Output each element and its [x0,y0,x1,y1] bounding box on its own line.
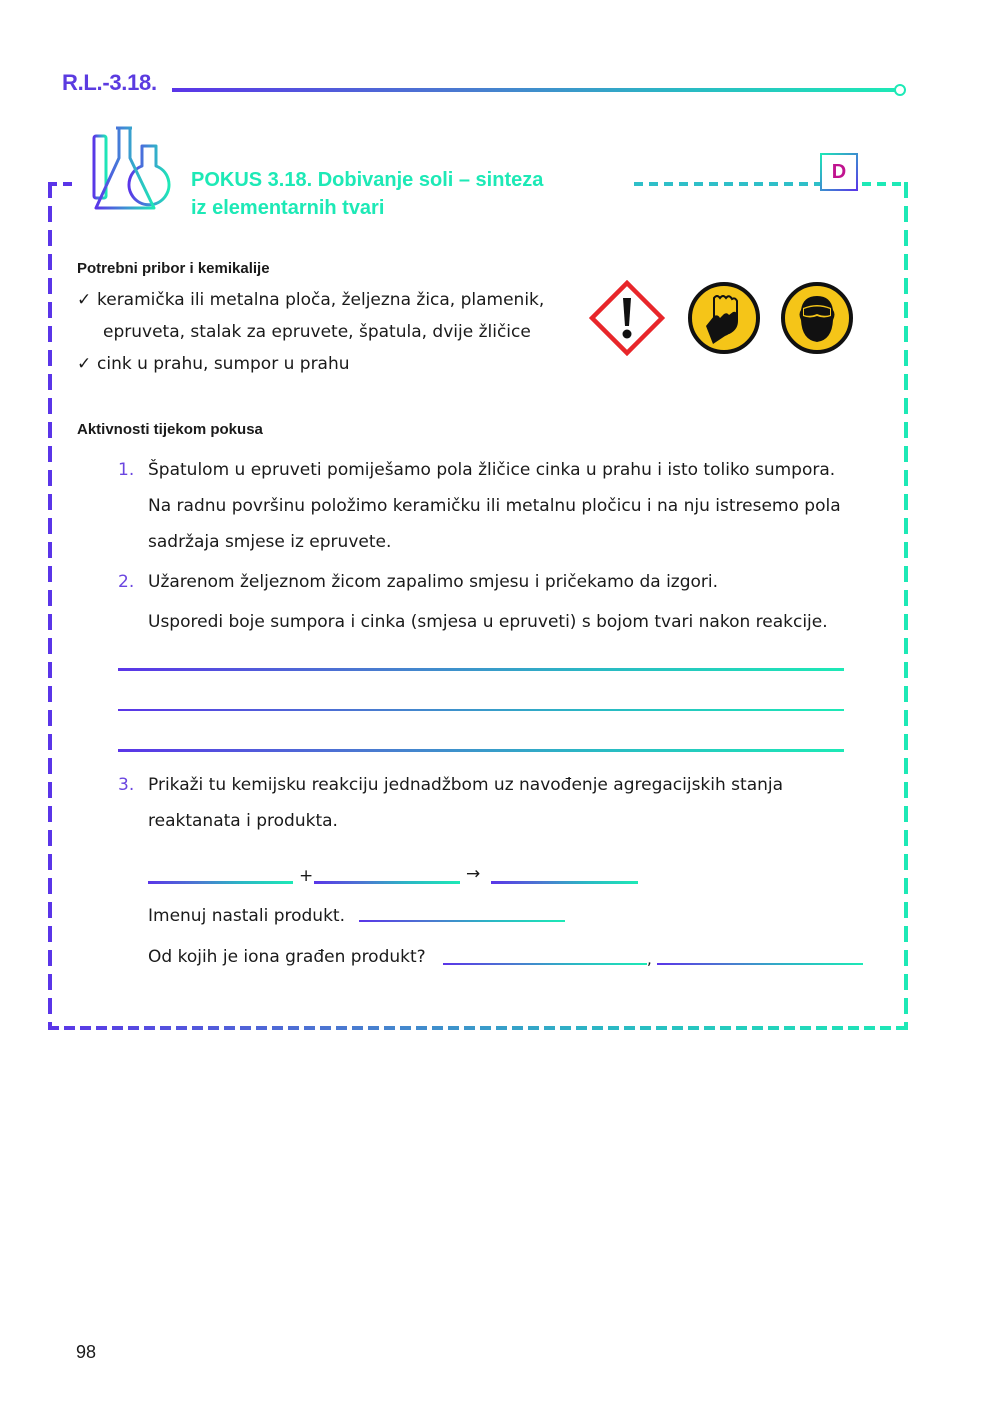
step-text: Špatulom u epruveti pomiješamo pola žličice cinka u prahu i isto toliko sumpora. [148,460,836,480]
lab-flasks-icon [86,124,178,216]
frame-border-right [904,182,908,1030]
checkmark-icon: ✓ [77,290,92,310]
experiment-title-line-2: iz elementarnih tvari [191,197,385,219]
ions-separator: , [647,950,652,968]
frame-border-left [48,182,52,1030]
step-1-line-2: Na radnu površinu položimo keramičku ili metalnu pločicu i na nju istresemo pola [148,496,841,516]
plus-sign: + [299,866,314,886]
difficulty-level-badge: D [820,153,858,191]
header-rule-end-dot [894,84,906,96]
ion-2-blank[interactable] [657,963,863,965]
answer-line[interactable] [118,749,844,752]
materials-item-1 [77,290,544,310]
materials-item-2-line-1: cink u prahu, sumpor u prahu [97,354,350,374]
answer-line[interactable] [118,668,844,671]
frame-border-top-left [48,182,78,186]
step-3-line-2: reaktanata i produkta. [148,811,338,831]
step-2-line-2: Usporedi boje sumpora i cinka (smjesa u epruveti) s bojom tvari nakon reakcije. [148,612,828,632]
materials-item-1-line-2: epruveta, stalak za epruvete, špatula, dvije žličice [103,322,531,342]
step-3-line-1 [118,775,783,795]
safety-goggles-icon [779,280,855,356]
equation-reactant-2-blank[interactable] [314,881,460,884]
step-1-line-3: sadržaja smjese iz epruvete. [148,532,392,552]
protective-gloves-icon [686,280,762,356]
exclamation-hazard-icon [589,280,665,356]
answer-line[interactable] [118,709,844,711]
reaction-arrow: → [466,864,481,884]
question-product-name: Imenuj nastali produkt. [148,906,345,926]
activities-heading: Aktivnosti tijekom pokusa [77,421,263,438]
header-rule [172,88,897,92]
step-number: 1. [118,460,135,480]
step-text: Užarenom željeznom žicom zapalimo smjesu i pričekamo da izgori. [148,572,719,592]
checkmark-icon: ✓ [77,354,92,374]
experiment-title [191,166,611,222]
exercise-code: R.L.-3.18. [62,70,157,95]
frame-border-top-corner [862,182,908,186]
step-number: 2. [118,572,135,592]
experiment-title-line-1: POKUS 3.18. Dobivanje soli – sinteza [191,169,544,191]
frame-border-bottom [48,1026,908,1030]
product-name-blank[interactable] [359,920,565,922]
equation-product-blank[interactable] [491,881,638,884]
ion-1-blank[interactable] [443,963,647,965]
page-number: 98 [76,1342,97,1362]
materials-heading: Potrebni pribor i kemikalije [77,260,270,277]
step-number: 3. [118,775,135,795]
question-ions: Od kojih je iona građen produkt? [148,947,426,967]
frame-border-top-right [634,182,820,186]
equation-reactant-1-blank[interactable] [148,881,293,884]
step-2-line-1 [118,572,718,592]
step-text: Prikaži tu kemijsku reakciju jednadžbom uz navođenje agregacijskih stanja [148,775,784,795]
materials-item-2 [77,354,350,374]
materials-item-1-line-1: keramička ili metalna ploča, željezna žica, plamenik, [97,290,545,310]
step-1-line-1 [118,460,835,480]
